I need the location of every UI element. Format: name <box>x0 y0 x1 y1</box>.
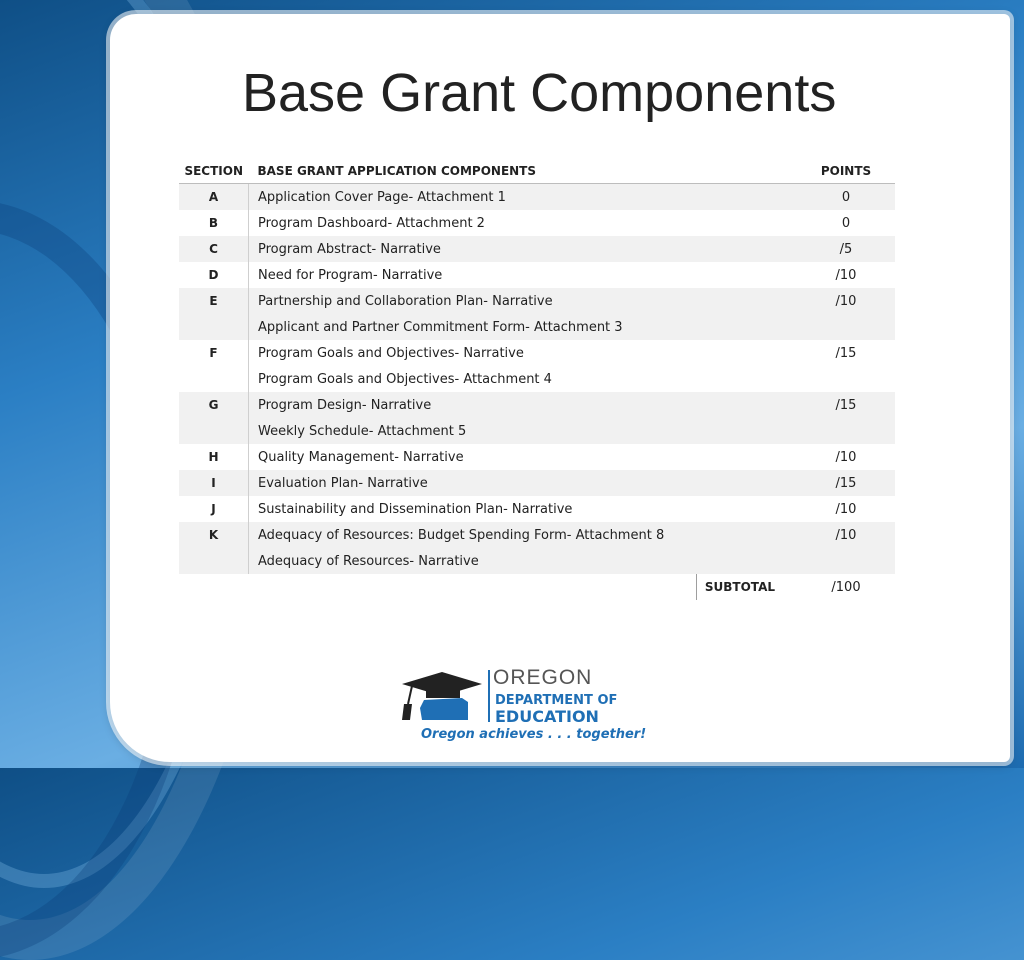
row-section: G <box>179 392 249 418</box>
header-components: BASE GRANT APPLICATION COMPONENTS <box>249 158 798 184</box>
row-section: F <box>209 346 218 360</box>
table-row <box>179 262 895 288</box>
row-component: Applicant and Partner Commitment Form- Attachment 3 <box>249 314 798 340</box>
row-points: /10 <box>835 449 857 465</box>
row-points: /5 <box>797 236 895 262</box>
table-header-row <box>179 158 895 184</box>
row-component: Need for Program- Narrative <box>249 262 798 288</box>
row-section: H <box>208 450 219 464</box>
row-component: Adequacy of Resources: Budget Spending Form- Attachment 8 <box>249 522 798 548</box>
row-component: Weekly Schedule- Attachment 5 <box>249 418 798 444</box>
row-section <box>179 548 249 574</box>
row-component: Evaluation Plan- Narrative <box>249 470 798 496</box>
logo-education: EDUCATION <box>495 707 599 726</box>
row-component: Program Goals and Objectives- Attachment 4 <box>249 366 798 392</box>
subtotal-label: SUBTOTAL <box>696 574 797 600</box>
table-row <box>179 418 895 444</box>
logo-tagline: Oregon achieves . . . together! <box>421 727 647 742</box>
row-section: B <box>208 216 219 230</box>
subtotal-label-cell <box>249 574 798 600</box>
logo-oregon: OREGON <box>493 666 593 689</box>
table-row <box>179 288 895 314</box>
logo-divider <box>488 670 490 722</box>
row-points: /15 <box>797 392 895 418</box>
subtotal-row <box>179 574 895 600</box>
table-row <box>179 184 895 211</box>
row-points: 0 <box>797 184 895 211</box>
row-points: /15 <box>797 470 895 496</box>
table-row <box>179 314 895 340</box>
row-points: /10 <box>835 501 857 517</box>
subtotal-spacer <box>179 574 249 600</box>
row-points <box>797 366 895 392</box>
row-section <box>179 366 249 392</box>
header-points: POINTS <box>797 158 895 184</box>
table-row <box>179 522 895 548</box>
row-section: K <box>179 522 249 548</box>
graduation-cap-oregon-map-icon <box>398 664 488 726</box>
row-component: Sustainability and Dissemination Plan- Narrative <box>249 496 798 522</box>
row-component: Adequacy of Resources- Narrative <box>249 548 798 574</box>
oregon-education-logo <box>398 664 647 754</box>
row-component: Partnership and Collaboration Plan- Narrative <box>249 288 798 314</box>
row-section: D <box>208 268 219 282</box>
row-points <box>797 418 895 444</box>
row-points: /10 <box>797 522 895 548</box>
row-section: C <box>179 236 249 262</box>
row-section: E <box>179 288 249 314</box>
table-row <box>179 496 895 522</box>
row-component: Program Dashboard- Attachment 2 <box>249 210 798 236</box>
row-points: /10 <box>797 288 895 314</box>
row-points <box>797 548 895 574</box>
row-points: /15 <box>835 345 857 361</box>
row-section <box>179 418 249 444</box>
row-section <box>179 314 249 340</box>
row-component: Program Abstract- Narrative <box>249 236 798 262</box>
row-component: Application Cover Page- Attachment 1 <box>249 184 798 211</box>
row-points <box>797 314 895 340</box>
table-row <box>179 444 895 470</box>
table-row <box>179 366 895 392</box>
slide-title: Base Grant Components <box>242 63 837 123</box>
row-component: Quality Management- Narrative <box>249 444 798 470</box>
row-section: J <box>211 502 216 516</box>
row-component: Program Design- Narrative <box>249 392 798 418</box>
subtotal-points: /100 <box>797 574 895 600</box>
logo-department-of: DEPARTMENT OF <box>495 693 618 708</box>
table-row <box>179 340 895 366</box>
table-row <box>179 210 895 236</box>
table-row <box>179 392 895 418</box>
header-section: SECTION <box>179 158 249 184</box>
row-section: I <box>179 470 249 496</box>
row-component: Program Goals and Objectives- Narrative <box>249 340 798 366</box>
row-section: A <box>179 184 249 211</box>
table-row <box>179 470 895 496</box>
table-row <box>179 548 895 574</box>
grant-components-table <box>179 158 895 600</box>
table-row <box>179 236 895 262</box>
row-points: 0 <box>841 215 851 231</box>
row-points: /10 <box>835 267 857 283</box>
